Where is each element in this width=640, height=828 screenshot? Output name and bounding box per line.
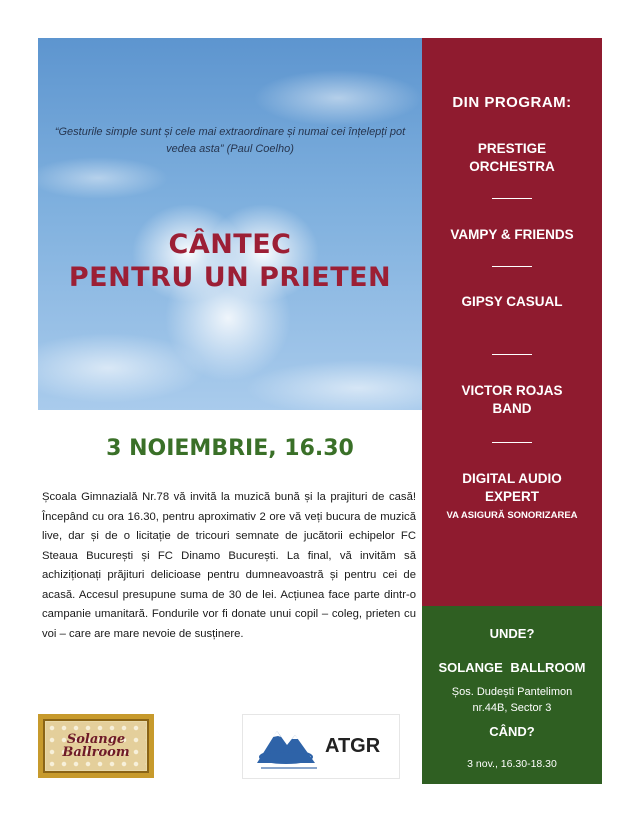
where-label: UNDE? [489,626,535,641]
event-title [38,228,422,294]
hero-quote: “Gesturile simple sunt și cele mai extraordinare și numai cei înțelepți pot vedea asta” (Paul Coelho) [54,126,406,155]
venue-name: SOLANGE BALLROOM [438,660,586,675]
event-title-line2: PENTRU UN PRIETEN [68,262,392,293]
info-panel [422,606,602,784]
venue-address-line2: nr.44B, Sector 3 [472,702,552,714]
when-label: CÂND? [489,724,535,739]
hero-sky-image [38,38,422,410]
program-separator [492,266,532,267]
solange-logo-name1: Solange [66,732,126,747]
event-description: Școala Gimnazială Nr.78 vă invită la muzică bună și la prajituri de casă! Începând cu ora 16.30, pentru aproximativ 2 ore vă veți bucura de muzică live, dar și de o licitație de tricouri semnate de jucătorii echipelor FC Steaua București și FC Dinamo București. La final, vă invităm să achiziționați prăjituri delicioase pentru dumneavoastră și pentru cei de acasă. Accesul presupune suma de 30 de lei. Acțiunea face parte dintr-o campanie umanitară. Fondurile vor fi donate unui copil – coleg, prieten cu voi – care are mare nevoie de susținere. [42,491,416,640]
solange-ballroom-logo [38,714,154,778]
program-separator [492,354,532,355]
program-item-prestige-line1: PRESTIGE [477,141,547,156]
atgr-logo-text: ATGR [325,735,381,757]
program-item-gipsy: GIPSY CASUAL [461,294,563,309]
program-separator [492,442,532,443]
program-heading: DIN PROGRAM: [452,94,572,111]
atgr-logo [243,715,399,778]
event-time: 3 nov., 16.30-18.30 [467,758,557,770]
program-item-digital-audio-line1: DIGITAL AUDIO [462,471,562,486]
atgr-mountain-icon [251,717,331,777]
program-item-victor-rojas-line2: BAND [492,401,532,416]
program-panel [422,38,602,606]
program-item-prestige [422,140,602,176]
program-item-victor-rojas-line1: VICTOR ROJAS [461,383,563,398]
program-item-digital-audio-line2: EXPERT [484,489,539,504]
venue-address-line1: Șos. Dudești Pantelimon [451,686,573,698]
event-title-line1: CÂNTEC [168,229,292,260]
venue-address [422,684,602,716]
program-item-vampy: VAMPY & FRIENDS [450,227,574,242]
program-item-digital-audio [422,470,602,506]
solange-logo-plate [46,722,146,770]
program-item-prestige-line2: ORCHESTRA [469,159,555,174]
program-separator [492,198,532,199]
program-item-victor-rojas [422,382,602,418]
event-date: 3 NOIEMBRIE, 16.30 [106,436,354,461]
program-item-digital-audio-sub: VA ASIGURĂ SONORIZAREA [446,510,578,521]
solange-logo-name2: Ballroom [62,745,130,760]
